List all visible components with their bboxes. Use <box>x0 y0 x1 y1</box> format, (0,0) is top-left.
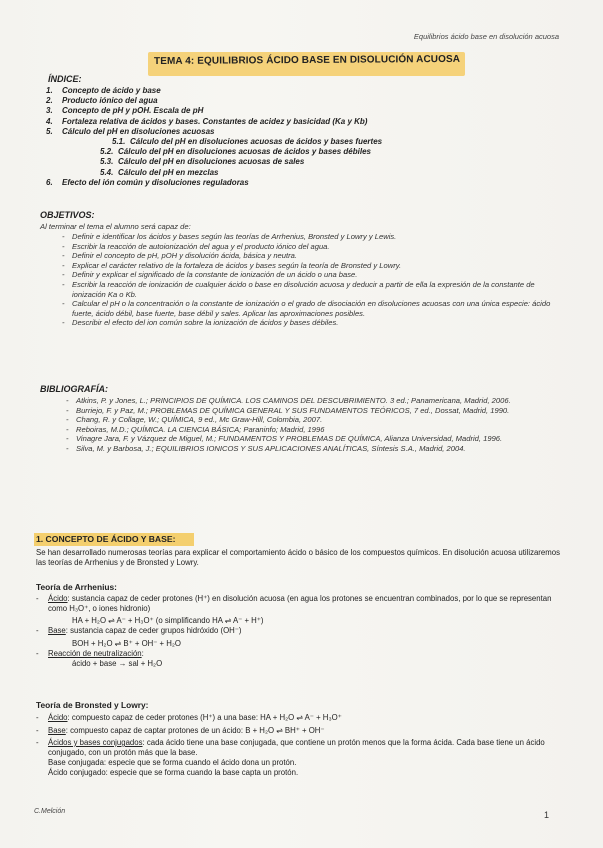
equation: ácido + base → sal + H₂O <box>72 659 163 668</box>
objetivos-heading: OBJETIVOS: <box>40 210 95 220</box>
list-item: 1. Concepto de ácido y base <box>46 86 161 95</box>
list-item: 5.4. Cálculo del pH en mezclas <box>100 167 219 177</box>
arrhenius-base: - Base: sustancia capaz de ceder grupos hidróxido (OH⁻) <box>36 626 566 636</box>
arrhenius-neutralizacion: - Reacción de neutralización: <box>36 649 566 659</box>
author: C.Melción <box>34 808 66 815</box>
objetivos-list <box>62 232 562 328</box>
bronsted-heading: Teoría de Bronsted y Lowry: <box>36 700 149 710</box>
list-item: - Escribir la reacción de autoionización del agua y el producto iónico del agua. <box>62 242 562 252</box>
list-item: 4. Fortaleza relativa de ácidos y bases. Constantes de acidez y basicidad (Ka y Kb) <box>46 116 368 126</box>
list-item: - Escribir la reacción de ionización de cualquier ácido o base en disolución acuosa y deducir a partir de ella la expresión de la constante de ionización Ka o Kb. <box>62 280 562 299</box>
arrhenius-heading: Teoría de Arrhenius: <box>36 582 117 592</box>
list-item: - Definir y explicar el significado de la constante de ionización de un ácido o una base. <box>62 270 562 280</box>
list-item: - Describir el efecto del ion común sobre la ionización de ácidos y bases débiles. <box>62 318 562 328</box>
page-title: TEMA 4: EQUILIBRIOS ÁCIDO BASE EN DISOLUCIÓN ACUOSA <box>153 53 461 67</box>
list-item: 2. Producto iónico del agua <box>46 96 158 106</box>
list-item: 5. Cálculo del pH en disoluciones acuosas <box>46 126 215 136</box>
list-item: - Atkins, P. y Jones, L.; PRINCIPIOS DE QUÍMICA. LOS CAMINOS DEL DESCUBRIMIENTO. 3 ed.; Panamericana, Madrid, 2006. <box>66 396 556 406</box>
indice-heading: ÍNDICE: <box>48 74 82 84</box>
list-item: 5.1. Cálculo del pH en disoluciones acuosas de ácidos y bases fuertes <box>112 137 383 147</box>
acido-conjugado: Ácido conjugado: especie que se forma cuando la base capta un protón. <box>48 768 299 777</box>
objetivos-intro: Al terminar el tema el alumno será capaz de: <box>40 222 191 231</box>
list-item: 6. Efecto del ión común y disoluciones reguladoras <box>46 177 249 187</box>
bronsted-conjugados: - Ácidos y bases conjugados: cada ácido tiene una base conjugada, que contiene un protón menos que la forma ácida. Cada base tiene un ácido conjugado, con un protón más que la base. <box>36 738 566 758</box>
list-item: - Definir el concepto de pH, pOH y disolución ácida, básica y neutra. <box>62 251 562 261</box>
list-item: - Vinagre Jara, F. y Vázquez de Miguel, M.; FUNDAMENTOS Y PROBLEMAS DE QUÍMICA, Alianza Universidad, Madrid, 1996. <box>66 434 556 444</box>
list-item: - Chang, R. y Collage, W.; QUÍMICA, 9 ed., Mc Graw-Hill, Colombia, 2007. <box>66 415 556 425</box>
page-number: 1 <box>544 810 550 820</box>
bibliografia-heading: BIBLIOGRAFÍA: <box>40 384 108 394</box>
indice-list <box>46 86 382 188</box>
arrhenius-block <box>36 594 566 669</box>
equation: BOH + H₂O ⇌ B⁺ + OH⁻ + H₂O <box>72 639 181 648</box>
section1-heading: 1. CONCEPTO DE ÁCIDO Y BASE: <box>36 534 176 544</box>
list-item: - Calcular el pH o la concentración o la constante de ionización o el grado de disociación en disoluciones acuosas con una única especie: ácido fuerte, ácido débil, base fuerte, base débil y sales. Aplicar las aproximaciones posibles. <box>62 299 562 318</box>
list-item: 5.3. Cálculo del pH en disoluciones acuosas de sales <box>100 157 305 167</box>
base-conjugada: Base conjugada: especie que se forma cuando el ácido dona un protón. <box>48 758 297 767</box>
list-item: - Reboiras, M.D.; QUÍMICA. LA CIENCIA BÁSICA; Paraninfo; Madrid, 1996 <box>66 425 556 435</box>
list-item: - Explicar el carácter relativo de la fortaleza de ácidos y bases según la teoría de Bronsted y Lowry. <box>62 261 562 271</box>
equation: HA + H₂O ⇌ A⁻ + H₃O⁺ (o simplificando HA ⇌ A⁻ + H⁺) <box>72 616 264 625</box>
running-header: Equilibrios ácido base en disolución acuosa <box>413 32 559 41</box>
list-item: - Burriejo, F. y Paz, M.; PROBLEMAS DE QUÍMICA GENERAL Y SUS FUNDAMENTOS TEÓRICOS, 7 ed., Dossat, Madrid, 1990. <box>66 406 556 416</box>
section1-intro: Se han desarrollado numerosas teorías para explicar el comportamiento ácido o básico de los compuestos químicos. En disolución acuosa utilizaremos las teorías de Arrhenius y de Bronsted y Lowry. <box>36 548 560 567</box>
list-item: 3. Concepto de pH y pOH. Escala de pH <box>46 106 204 116</box>
bronsted-acido: - Ácido: compuesto capaz de ceder protones (H⁺) a una base: HA + H₂O ⇌ A⁻ + H₃O⁺ <box>36 713 566 723</box>
bronsted-block <box>36 713 566 778</box>
bibliografia-list <box>66 396 556 454</box>
list-item: - Definir e identificar los ácidos y bases según las teorías de Arrhenius, Bronsted y Lowry y Lewis. <box>62 232 562 242</box>
bronsted-base: - Base: compuesto capaz de captar protones de un ácido: B + H₂O ⇌ BH⁺ + OH⁻ <box>36 726 566 736</box>
list-item: 5.2. Cálculo del pH en disoluciones acuosas de ácidos y bases débiles <box>100 147 371 157</box>
arrhenius-acido: - Ácido: sustancia capaz de ceder protones (H⁺) en disolución acuosa (en agua los protones se encuentran combinados, por lo que se representan como H₃O⁺, o iones hidronio) <box>36 594 566 614</box>
list-item: - Silva, M. y Barbosa, J.; EQUILIBRIOS IONICOS Y SUS APLICACIONES ANALÍTICAS, Síntesis S.A., Madrid, 2004. <box>66 444 556 454</box>
